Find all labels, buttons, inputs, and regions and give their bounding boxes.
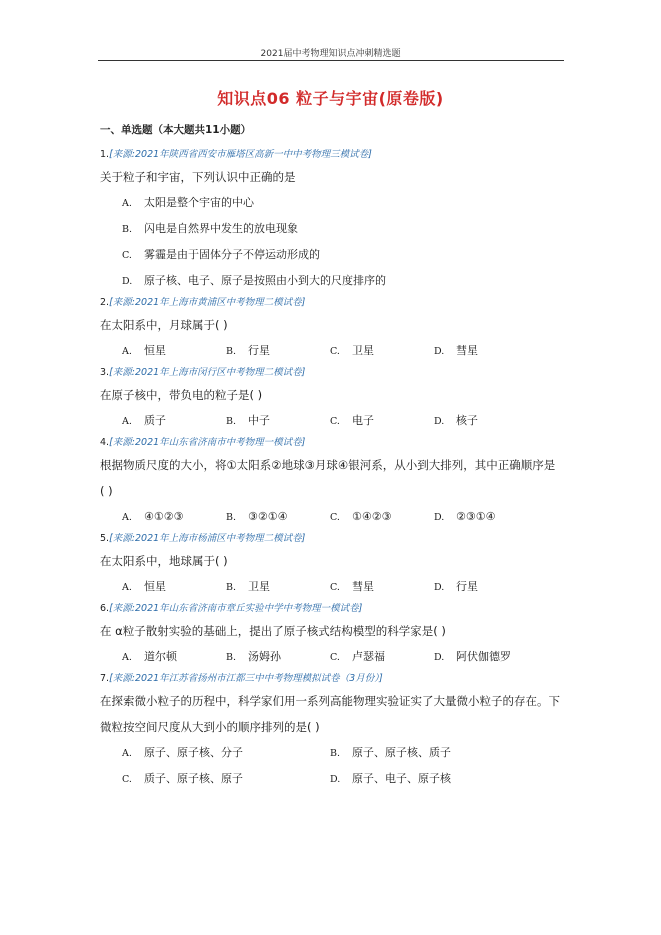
option-text: 彗星 (456, 344, 478, 357)
option-d (434, 574, 538, 600)
option-b (226, 574, 330, 600)
option-letter: D. (434, 582, 445, 593)
option-text: 卫星 (248, 580, 270, 593)
option-d (434, 644, 538, 670)
option-text: 卫星 (352, 344, 374, 357)
option-a (122, 504, 226, 530)
question-stem: 在太阳系中，月球属于( ) (100, 318, 228, 332)
option-text: ①④②③ (352, 510, 392, 523)
option-text: 卢瑟福 (352, 650, 385, 663)
options-list (100, 190, 570, 294)
question-stem: 在 α粒子散射实验的基础上，提出了原子核式结构模型的科学家是( ) (100, 624, 446, 638)
section-heading: 一、单选题（本大题共11小题） (100, 124, 252, 136)
options-row (100, 574, 570, 600)
question-stem: 根据物质尺度的大小，将①太阳系②地球③月球④银河系，从小到大排列，其中正确顺序是 (100, 458, 556, 472)
question-2 (100, 294, 570, 364)
option-letter: D. (122, 276, 133, 287)
question-1 (100, 146, 570, 294)
option-text: ④①②③ (144, 510, 184, 523)
source-label: [来源:2021年江苏省扬州市江都三中中考物理模拟试卷（3月份）] (109, 673, 383, 684)
option-letter: D. (330, 774, 341, 785)
option-letter: B. (122, 224, 133, 235)
option-letter: A. (122, 652, 132, 663)
option-text: 汤姆孙 (248, 650, 281, 663)
option-a (122, 644, 226, 670)
option-text: 雾霾是由于固体分子不停运动形成的 (144, 248, 320, 261)
option-d (330, 766, 538, 792)
option-d (122, 268, 570, 294)
question-number: 2. (100, 297, 110, 308)
option-text: 原子、原子核、质子 (352, 746, 451, 759)
question-stem: 关于粒子和宇宙，下列认识中正确的是 (100, 170, 296, 184)
option-text: 原子、原子核、分子 (144, 746, 243, 759)
question-number: 1. (100, 149, 110, 160)
source-label: [来源:2021年上海市闵行区中考物理二模试卷] (109, 367, 306, 378)
option-b (226, 504, 330, 530)
source-label: [来源:2021年上海市杨浦区中考物理二模试卷] (109, 533, 306, 544)
option-a (122, 574, 226, 600)
option-text: 彗星 (352, 580, 374, 593)
question-number: 5. (100, 533, 110, 544)
question-number: 3. (100, 367, 110, 378)
option-letter: A. (122, 346, 132, 357)
option-c (330, 504, 434, 530)
option-letter: C. (330, 512, 340, 523)
question-number: 4. (100, 437, 110, 448)
options-row (100, 504, 570, 530)
question-source (100, 146, 570, 164)
option-text: 行星 (248, 344, 270, 357)
option-letter: C. (330, 346, 340, 357)
option-letter: B. (226, 346, 237, 357)
question-source (100, 670, 570, 688)
option-text: ③②①④ (248, 510, 288, 523)
question-source (100, 530, 570, 548)
option-d (434, 504, 538, 530)
option-letter: D. (434, 346, 445, 357)
option-text: 阿伏伽德罗 (456, 650, 511, 663)
question-stem: 在探索微小粒子的历程中，科学家们用一系列高能物理实验证实了大量微小粒子的存在。下 (100, 694, 560, 708)
option-letter: B. (226, 652, 237, 663)
source-label: [来源:2021年山东省济南市章丘实验中学中考物理一模试卷] (109, 603, 363, 614)
option-text: 行星 (456, 580, 478, 593)
question-3 (100, 364, 570, 434)
option-c (330, 644, 434, 670)
option-letter: B. (226, 512, 237, 523)
document-title: 知识点06 粒子与宇宙(原卷版) (217, 89, 444, 108)
option-b (122, 216, 570, 242)
source-label: [来源:2021年陕西省西安市雁塔区高新一中中考物理三模试卷] (109, 149, 372, 160)
option-letter: C. (330, 652, 340, 663)
option-letter: D. (434, 512, 445, 523)
option-letter: D. (434, 416, 445, 427)
option-letter: A. (122, 512, 132, 523)
source-label: [来源:2021年山东省济南市中考物理一模试卷] (109, 437, 306, 448)
option-c (330, 574, 434, 600)
option-letter: B. (226, 582, 237, 593)
option-d (434, 338, 538, 364)
options-row (100, 408, 570, 434)
question-source (100, 294, 570, 312)
option-letter: D. (434, 652, 445, 663)
option-text: 质子、原子核、原子 (144, 772, 243, 785)
page-header: 2021届中考物理知识点冲刺精选题 (260, 49, 401, 59)
option-text: 质子 (144, 414, 166, 427)
option-letter: B. (330, 748, 341, 759)
options-row (100, 644, 570, 670)
question-stem: 微粒按空间尺度从大到小的顺序排列的是( ) (100, 720, 320, 734)
question-7 (100, 670, 570, 792)
option-letter: A. (122, 748, 132, 759)
option-letter: A. (122, 582, 132, 593)
option-a (122, 740, 330, 766)
question-number: 7. (100, 673, 110, 684)
question-source (100, 364, 570, 382)
option-text: 闪电是自然界中发生的放电现象 (144, 222, 298, 235)
option-letter: A. (122, 198, 132, 209)
question-number: 6. (100, 603, 110, 614)
option-b (330, 740, 538, 766)
option-letter: A. (122, 416, 132, 427)
option-letter: B. (226, 416, 237, 427)
option-b (226, 644, 330, 670)
option-d (434, 408, 538, 434)
option-a (122, 408, 226, 434)
option-text: 恒星 (144, 580, 166, 593)
question-source (100, 600, 570, 618)
option-text: 电子 (352, 414, 374, 427)
options-row (100, 766, 570, 792)
option-letter: C. (330, 416, 340, 427)
question-stem: 在原子核中，带负电的粒子是( ) (100, 388, 263, 402)
options-row (100, 338, 570, 364)
question-list (100, 146, 570, 792)
option-text: ②③①④ (456, 510, 496, 523)
option-letter: C. (122, 774, 132, 785)
option-b (226, 408, 330, 434)
source-label: [来源:2021年上海市黄浦区中考物理二模试卷] (109, 297, 306, 308)
question-6 (100, 600, 570, 670)
option-c (122, 242, 570, 268)
question-source (100, 434, 570, 452)
option-text: 原子、电子、原子核 (352, 772, 451, 785)
option-text: 中子 (248, 414, 270, 427)
option-c (122, 766, 330, 792)
option-text: 原子核、电子、原子是按照由小到大的尺度排序的 (144, 274, 386, 287)
option-text: 太阳是整个宇宙的中心 (144, 196, 254, 209)
header-divider (98, 60, 564, 61)
option-text: 核子 (456, 414, 478, 427)
option-a (122, 190, 570, 216)
question-5 (100, 530, 570, 600)
option-b (226, 338, 330, 364)
question-stem: 在太阳系中，地球属于( ) (100, 554, 228, 568)
option-c (330, 408, 434, 434)
option-text: 恒星 (144, 344, 166, 357)
options-row (100, 740, 570, 766)
option-a (122, 338, 226, 364)
option-letter: C. (330, 582, 340, 593)
option-text: 道尔顿 (144, 650, 177, 663)
option-letter: C. (122, 250, 132, 261)
question-stem: ( ) (100, 484, 113, 498)
option-c (330, 338, 434, 364)
question-4 (100, 434, 570, 530)
